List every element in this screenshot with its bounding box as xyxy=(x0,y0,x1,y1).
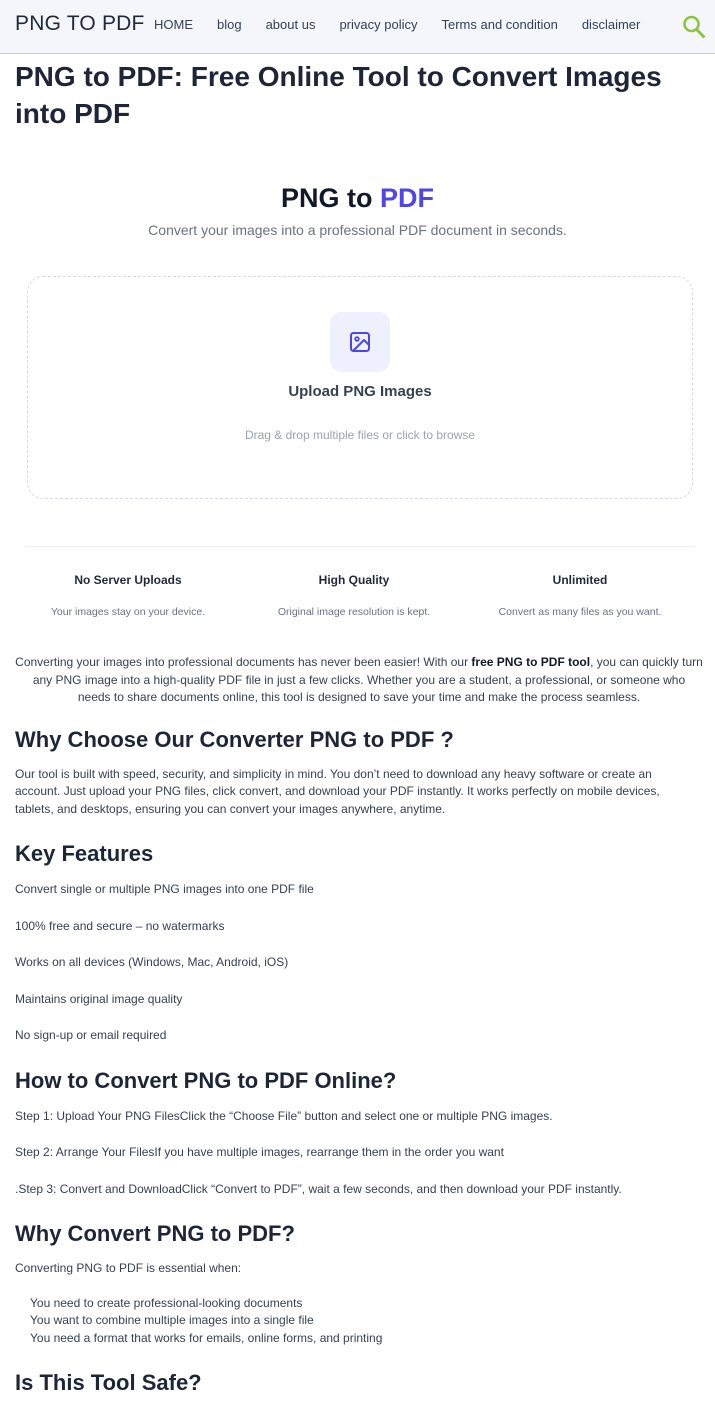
nav-item-terms-and-condition[interactable]: Terms and condition xyxy=(441,17,558,32)
main-nav xyxy=(154,16,664,34)
site-header xyxy=(0,0,715,54)
nav-item-about-us[interactable]: about us xyxy=(265,17,316,32)
features-divider xyxy=(27,546,693,547)
upload-icon-box xyxy=(330,312,390,372)
feature-item xyxy=(241,572,467,619)
list-item: You need to create professional-looking documents xyxy=(30,1295,303,1310)
feature-desc: Original image resolution is kept. xyxy=(277,606,431,618)
image-icon xyxy=(348,330,372,354)
why-choose-text: Our tool is built with speed, security, and simplicity in mind. You don’t need to download any heavy software or create an account. Just upload your PNG files, click convert, and download your PDF instantly. It works perfectly on mobile devices, tablets, and desktops, ensuring you can convert your images anywhere, anytime. xyxy=(15,766,660,816)
upload-title: Upload PNG Images xyxy=(288,383,432,400)
feature-item xyxy=(467,572,693,619)
why-convert-list xyxy=(30,1295,700,1348)
safe-heading: Is This Tool Safe? xyxy=(15,1370,202,1395)
step-item: .Step 3: Convert and DownloadClick “Convert to PDF”, wait a few seconds, and then download your PDF instantly. xyxy=(15,1181,622,1196)
list-item: You want to combine multiple images into a single file xyxy=(30,1313,314,1327)
list-item: No sign-up or email required xyxy=(15,1028,167,1042)
tool-heading xyxy=(0,180,715,216)
why-choose-heading: Why Choose Our Converter PNG to PDF ? xyxy=(15,726,454,752)
key-features-heading: Key Features xyxy=(15,841,154,866)
step-item: Step 2: Arrange Your FilesIf you have multiple images, rearrange them in the order you want xyxy=(15,1145,504,1159)
key-features-list xyxy=(15,881,700,1045)
feature-list xyxy=(15,572,693,619)
site-logo[interactable]: PNG TO PDF xyxy=(15,12,145,35)
upload-hint: Drag & drop multiple files or click to browse xyxy=(244,428,476,442)
tool-subtitle: Convert your images into a professional PDF document in seconds. xyxy=(148,222,567,238)
feature-desc: Your images stay on your device. xyxy=(50,606,206,618)
intro-bold: free PNG to PDF tool xyxy=(471,655,591,669)
upload-dropzone[interactable] xyxy=(27,276,693,499)
step-item: Step 1: Upload Your PNG FilesClick the “Choose File” button and select one or multiple PNG images. xyxy=(15,1108,553,1123)
tool-heading-accent: PDF xyxy=(380,183,434,213)
list-item: Works on all devices (Windows, Mac, Android, iOS) xyxy=(15,955,289,969)
list-item: 100% free and secure – no watermarks xyxy=(15,918,225,933)
list-item: Maintains original image quality xyxy=(15,991,183,1006)
list-item: Convert single or multiple PNG images into one PDF file xyxy=(15,882,314,896)
intro-text-before: Converting your images into professional documents has never been easier! With our xyxy=(15,655,472,669)
tool-heading-main: PNG to xyxy=(281,183,380,213)
nav-item-privacy-policy[interactable]: privacy policy xyxy=(339,17,418,32)
why-convert-heading: Why Convert PNG to PDF? xyxy=(15,1221,295,1246)
page-title: PNG to PDF: Free Online Tool to Convert Images into PDF xyxy=(15,61,662,129)
search-icon xyxy=(682,14,706,40)
why-convert-intro: Converting PNG to PDF is essential when: xyxy=(15,1261,242,1275)
nav-item-disclaimer[interactable]: disclaimer xyxy=(581,17,641,32)
how-to-heading: How to Convert PNG to PDF Online? xyxy=(15,1067,397,1093)
search-button[interactable] xyxy=(682,14,706,40)
intro-paragraph xyxy=(15,654,703,707)
converter-tool xyxy=(0,180,715,619)
feature-item xyxy=(15,572,241,619)
main-content xyxy=(0,58,715,1397)
feature-title: High Quality xyxy=(318,573,390,587)
feature-title: Unlimited xyxy=(552,573,608,587)
how-to-steps xyxy=(15,1108,700,1199)
nav-item-home[interactable]: HOME xyxy=(154,17,193,32)
feature-title: No Server Uploads xyxy=(74,573,182,587)
feature-desc: Convert as many files as you want. xyxy=(498,606,662,618)
list-item: You need a format that works for emails, online forms, and printing xyxy=(30,1330,383,1345)
nav-item-blog[interactable]: blog xyxy=(217,17,242,32)
intro-text-after: , you can quickly turn any PNG image into a high-quality PDF file in just a few clicks. Whether you are a student, a professional, or someone who needs to share documents online, this tool is designed to save your time and make the process seamless. xyxy=(32,655,703,704)
